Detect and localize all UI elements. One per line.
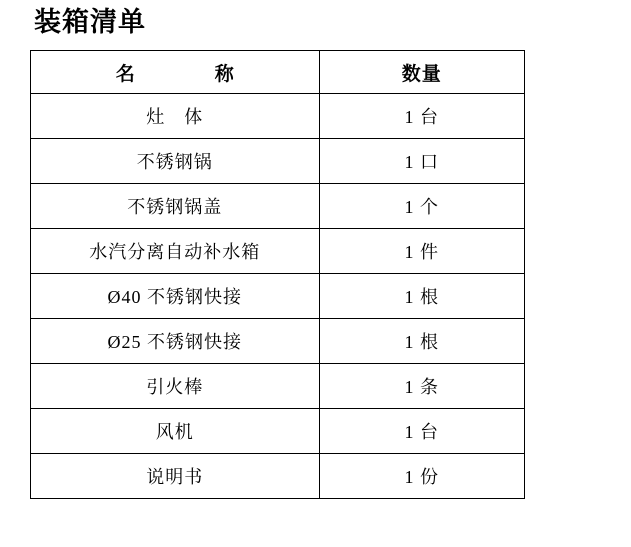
table-row bbox=[31, 319, 525, 364]
cell-item-name: 不锈钢锅盖 bbox=[31, 184, 320, 229]
cell-item-quantity: 1 个 bbox=[319, 184, 524, 229]
packing-list-table bbox=[30, 50, 525, 499]
cell-item-quantity: 1 台 bbox=[319, 94, 524, 139]
table-row bbox=[31, 454, 525, 499]
cell-item-name: 风机 bbox=[31, 409, 320, 454]
cell-item-quantity: 1 件 bbox=[319, 229, 524, 274]
table-row bbox=[31, 274, 525, 319]
table-row bbox=[31, 364, 525, 409]
cell-item-name: 说明书 bbox=[31, 454, 320, 499]
cell-item-name: 引火棒 bbox=[31, 364, 320, 409]
cell-item-quantity: 1 台 bbox=[319, 409, 524, 454]
cell-item-name: Ø40 不锈钢快接 bbox=[31, 274, 320, 319]
table-row bbox=[31, 409, 525, 454]
table-row bbox=[31, 229, 525, 274]
column-header-quantity: 数量 bbox=[319, 51, 524, 94]
cell-item-quantity: 1 份 bbox=[319, 454, 524, 499]
table-row bbox=[31, 184, 525, 229]
cell-item-name: 灶 体 bbox=[31, 94, 320, 139]
cell-item-name: 水汽分离自动补水箱 bbox=[31, 229, 320, 274]
column-header-name bbox=[31, 51, 320, 94]
cell-item-quantity: 1 条 bbox=[319, 364, 524, 409]
cell-item-name: 不锈钢锅 bbox=[31, 139, 320, 184]
table-body bbox=[31, 94, 525, 499]
table-row bbox=[31, 139, 525, 184]
cell-item-quantity: 1 根 bbox=[319, 274, 524, 319]
cell-item-quantity: 1 口 bbox=[319, 139, 524, 184]
table-header-row bbox=[31, 51, 525, 94]
table-row bbox=[31, 94, 525, 139]
page-title: 装箱清单 bbox=[34, 7, 146, 37]
column-header-name-label: 名 称 bbox=[115, 63, 248, 85]
cell-item-quantity: 1 根 bbox=[319, 319, 524, 364]
cell-item-name: Ø25 不锈钢快接 bbox=[31, 319, 320, 364]
